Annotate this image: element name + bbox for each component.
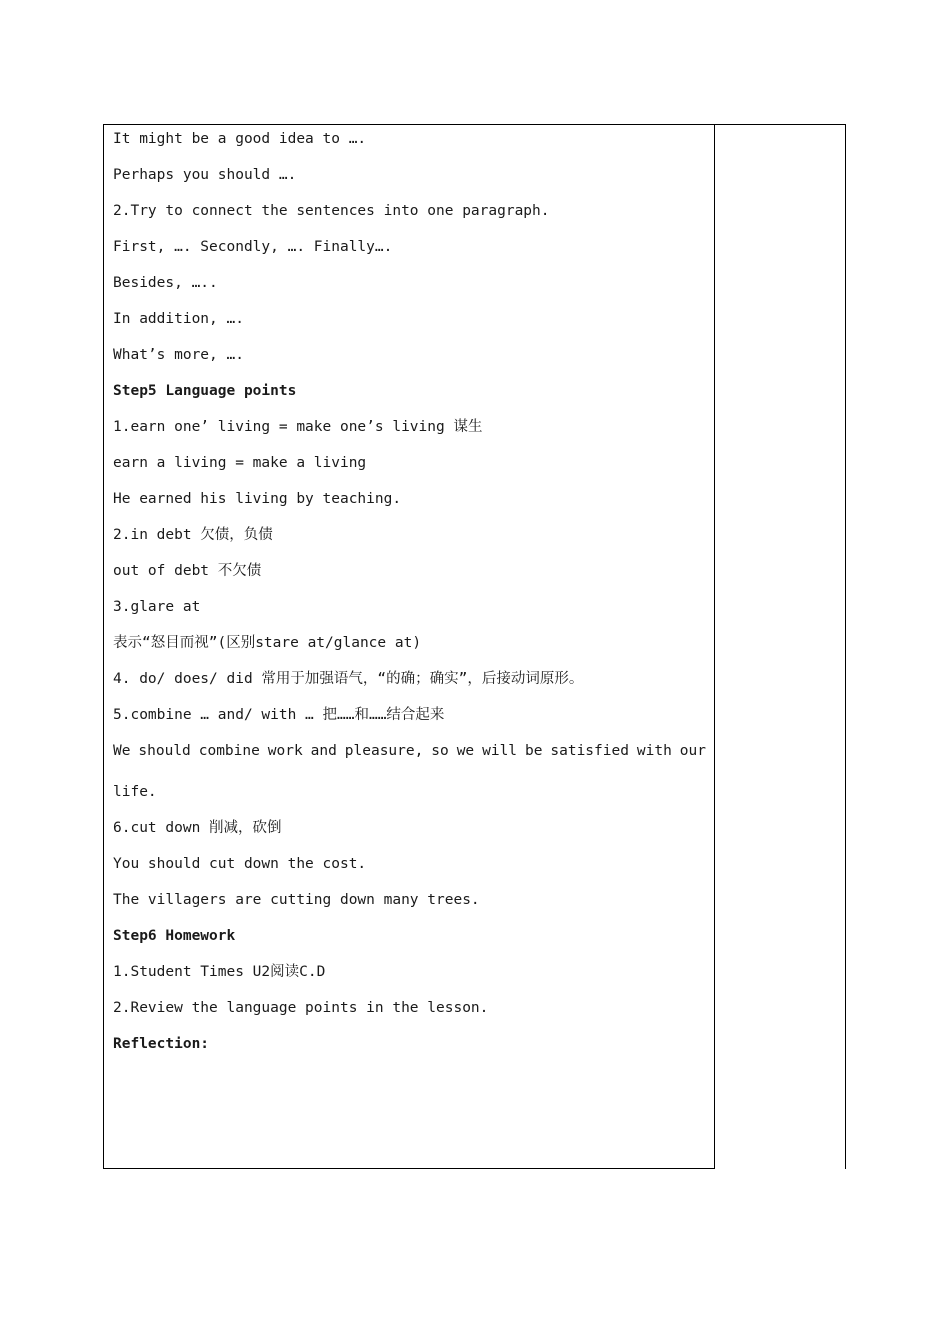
reflection-heading: Reflection:	[113, 1036, 210, 1052]
word: combine	[198, 743, 260, 759]
word: We	[113, 743, 131, 759]
text-line: 3.glare at	[113, 599, 201, 615]
lesson-content-cell	[103, 125, 715, 1169]
word: will	[482, 743, 518, 759]
word: work	[267, 743, 303, 759]
word: we	[456, 743, 475, 759]
text-line: Perhaps you should ….	[113, 167, 297, 183]
text-line: 2.in debt 欠债，负债	[113, 527, 273, 543]
text-line: 1.Student Times U2阅读C.D	[113, 964, 326, 980]
text-line: You should cut down the cost.	[113, 856, 367, 872]
text-line: 1.earn one’ living = make one’s living 谋生	[113, 419, 483, 435]
word: satisfied	[550, 743, 629, 759]
word: so	[431, 743, 449, 759]
text-line: The villagers are cutting down many trees.	[113, 892, 480, 908]
word: pleasure,	[344, 743, 424, 759]
text-line: He earned his living by teaching.	[113, 491, 402, 507]
section-heading-step6: Step6 Homework	[113, 928, 236, 944]
text-line: 4. do/ does/ did 常用于加强语气，“的确；确实”，后接动词原形。	[113, 671, 584, 687]
text-line: earn a living = make a living	[113, 455, 367, 471]
text-line: out of debt 不欠债	[113, 563, 262, 579]
text-line: Besides, …..	[113, 275, 218, 291]
lesson-content	[113, 129, 709, 1070]
word: should	[138, 743, 191, 759]
text-line: life.	[113, 784, 157, 800]
text-line: 2.Try to connect the sentences into one paragraph.	[113, 203, 550, 219]
text-line: It might be a good idea to ….	[113, 131, 367, 147]
lesson-table	[103, 124, 846, 1169]
section-heading-step5: Step5 Language points	[113, 383, 297, 399]
text-line: In addition, ….	[113, 311, 244, 327]
word: with	[636, 743, 672, 759]
right-column-border	[845, 125, 846, 1169]
text-line: 表示“怒目而视”(区别stare at/glance at)	[113, 635, 422, 651]
word: our	[679, 743, 706, 759]
text-line: 2.Review the language points in the lesson.	[113, 1000, 489, 1016]
word: be	[524, 743, 543, 759]
justified-sentence	[113, 741, 706, 782]
text-line: 6.cut down 削减，砍倒	[113, 820, 282, 836]
text-line: What’s more, ….	[113, 347, 244, 363]
word: and	[310, 743, 337, 759]
text-line: 5.combine … and/ with … 把……和……结合起来	[113, 707, 445, 723]
text-line: First, …. Secondly, …. Finally….	[113, 239, 393, 255]
